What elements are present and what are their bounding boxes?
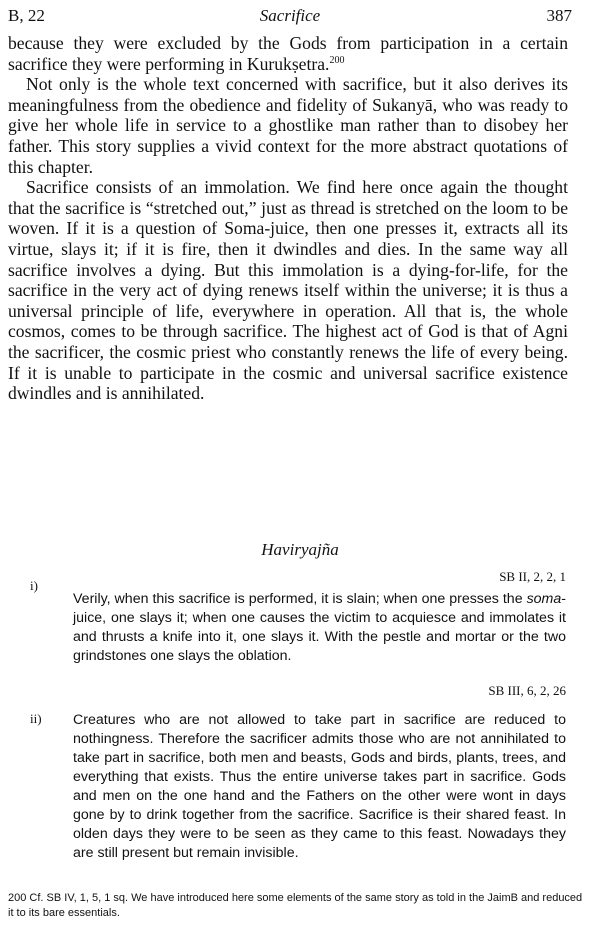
footnote-number: 200: [8, 892, 27, 904]
source-reference: SB II, 2, 2, 1: [499, 569, 566, 584]
quoted-text: Verily, when this sacrifice is performed, it is slain; when one presses the soma-juice, one slays it; when one causes the victim to acquiesce and immolates it and thrusts a knife into it, one slays it. With the pestle and mortar or the two grindstones one slays the oblation.: [73, 591, 566, 664]
quote-marker: ii): [30, 711, 42, 726]
paragraph: Sacrifice consists of an immolation. We find here once again the thought that the sacrifice is “stretched out,” just as thread is stretched on the loom to be woven. If it is a question of Soma-juice, then one presses it, extracts all its virtue, slays it; if it is fire, then it dwindles and dies. In the same way all sacrifice involves a dying. But this immolation is a dying-for-life, for the sacrifice in the very act of dying renews itself within the universe; it is thus a universal principle of life, everywhere in operation. All that is, the whole cosmos, comes to be through sacrifice. The highest act of God is that of Agni the sacrificer, the cosmic priest who constantly renews the life of every being. If it is unable to participate in the cosmic and universal sacrifice existence dwindles and is annihilated.: [8, 177, 568, 404]
footnote-reference: 200: [329, 54, 345, 66]
running-title: Sacrifice: [259, 6, 321, 25]
source-reference: SB III, 6, 2, 26: [488, 683, 566, 698]
paragraph: Not only is the whole text concerned with sacrifice, but it also derives its meaningfulness from the obedience and fidelity of Sukanyā, who was ready to give her whole life in service to a ghostlike man rather than to disobey her father. This story supplies a vivid context for the more abstract quotations of this chapter.: [8, 74, 568, 177]
section-title: Haviryajña: [261, 540, 339, 559]
footnote: [8, 891, 588, 921]
signature-mark: B, 22: [8, 6, 45, 25]
running-header: [8, 6, 572, 32]
paragraph-continued: because they were excluded by the Gods from participation in a certain sacrifice they were performing in Kurukṣetra.$^{200}$: [8, 33, 568, 74]
quoted-text: Creatures who are not allowed to take part in sacrifice are reduced to nothingness. Therefore the sacrificer admits those who are not annihilated to take part in sacrifice, both men and beasts, Gods and birds, plants, trees, and everything that exists. Thus the entire universe takes part in sacrifice. Gods and men on the one hand and the Fathers on the other were wont in days gone by to drink together from the sacrifice. Sacrifice is their shared feast. In olden days they were to be seen as they came to this feast. Nowadays they are still present but remain invisible.: [73, 712, 566, 861]
footnote-text: Cf. SB IV, 1, 5, 1 sq. We have introduced here some elements of the same story as told in the JaimB and reduced it to its bare essentials.: [8, 892, 583, 919]
main-text: [8, 33, 568, 404]
quote-marker: i): [30, 578, 38, 593]
page-number: 387: [546, 6, 572, 25]
